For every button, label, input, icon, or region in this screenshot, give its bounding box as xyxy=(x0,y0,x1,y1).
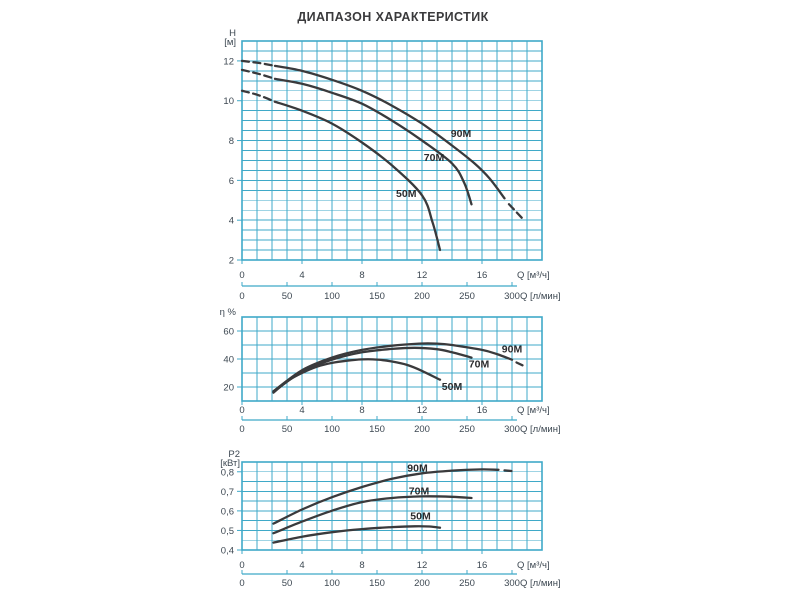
x-axis-unit-label: Q [м³/ч] xyxy=(517,270,550,281)
y-tick-label: 8 xyxy=(228,136,234,148)
y-axis-title: P2 xyxy=(228,449,240,460)
secondary-axis xyxy=(239,282,560,302)
grid xyxy=(242,317,542,401)
y-tick-label: 0,8 xyxy=(220,467,234,479)
curve-70M xyxy=(275,79,472,204)
secondary-axis xyxy=(239,416,560,435)
secondary-tick-label: 200 xyxy=(414,424,430,435)
y-tick-label: 0,7 xyxy=(220,486,234,498)
y-tick-label: 6 xyxy=(228,175,234,187)
curve-label-90M: 90M xyxy=(407,462,428,475)
secondary-tick-label: 300 xyxy=(504,291,520,302)
x-tick-label: 16 xyxy=(476,270,488,281)
curve-90M-dashed-end xyxy=(505,470,514,471)
curve-90M-dashed-start xyxy=(242,61,275,66)
curve-label-90M: 90M xyxy=(501,343,523,356)
curve-50M xyxy=(275,102,440,250)
y-tick-label: 0,4 xyxy=(220,545,234,557)
curve-label-70M: 70M xyxy=(468,358,490,371)
y-axis-title: η % xyxy=(219,307,236,318)
secondary-tick-label: 0 xyxy=(239,424,245,435)
x-tick-label: 12 xyxy=(416,405,428,416)
x-tick-label: 12 xyxy=(416,270,428,281)
grid xyxy=(242,41,542,260)
secondary-tick-label: 50 xyxy=(281,578,293,589)
curve-label-50M: 50M xyxy=(441,380,463,393)
x-tick-label: 8 xyxy=(359,405,365,416)
x-axis-unit-label: Q [м³/ч] xyxy=(517,405,550,416)
y-tick-label: 4 xyxy=(228,215,234,227)
y-axis-title: [м] xyxy=(224,37,236,48)
curve-label-70M: 70M xyxy=(423,151,445,164)
x-tick-label: 16 xyxy=(476,560,488,571)
secondary-tick-label: 250 xyxy=(459,291,475,302)
secondary-tick-label: 200 xyxy=(414,291,430,302)
secondary-axis xyxy=(239,570,560,589)
secondary-axis-unit-label: Q [л/мин] xyxy=(520,578,561,589)
curve-90M-dashed-end xyxy=(517,363,523,366)
x-tick-label: 0 xyxy=(239,405,245,416)
y-tick-label: 60 xyxy=(223,326,234,338)
y-tick-label: 0,5 xyxy=(220,525,234,537)
curve-label-70M: 70M xyxy=(408,485,430,498)
secondary-tick-label: 100 xyxy=(324,578,340,589)
y-tick-label: 40 xyxy=(223,354,234,366)
secondary-tick-label: 150 xyxy=(369,578,385,589)
curve-50M xyxy=(274,359,441,392)
x-tick-label: 0 xyxy=(239,270,245,281)
secondary-tick-label: 250 xyxy=(459,424,475,435)
grid xyxy=(242,462,542,550)
page-title: ДИАПАЗОН ХАРАКТЕРИСТИК xyxy=(297,10,489,24)
y-axis-title: [кВт] xyxy=(220,458,240,469)
secondary-tick-label: 50 xyxy=(281,291,293,302)
x-tick-label: 0 xyxy=(239,560,245,571)
head-chart xyxy=(223,28,560,302)
secondary-tick-label: 50 xyxy=(281,424,293,435)
x-tick-label: 4 xyxy=(299,405,305,416)
secondary-tick-label: 300 xyxy=(504,424,520,435)
secondary-tick-label: 100 xyxy=(324,291,340,302)
curve-label-50M: 50M xyxy=(410,510,431,523)
x-tick-label: 4 xyxy=(299,560,305,571)
y-tick-label: 10 xyxy=(223,96,234,108)
x-tick-label: 4 xyxy=(299,270,305,281)
x-tick-label: 16 xyxy=(476,405,488,416)
curve-label-90M: 90M xyxy=(450,128,472,141)
secondary-tick-label: 150 xyxy=(369,291,385,302)
secondary-tick-label: 250 xyxy=(459,578,475,589)
secondary-tick-label: 150 xyxy=(369,424,385,435)
x-tick-label: 12 xyxy=(416,560,428,571)
curve-90M-dashed-end xyxy=(509,204,524,220)
secondary-axis-unit-label: Q [л/мин] xyxy=(520,291,561,302)
secondary-tick-label: 300 xyxy=(504,578,520,589)
secondary-tick-label: 200 xyxy=(414,578,430,589)
curve-50M-dashed-start xyxy=(242,91,275,102)
y-tick-label: 2 xyxy=(228,255,234,267)
x-axis-unit-label: Q [м³/ч] xyxy=(517,560,550,571)
secondary-axis-unit-label: Q [л/мин] xyxy=(520,424,561,435)
power-chart xyxy=(220,449,560,589)
secondary-tick-label: 100 xyxy=(324,424,340,435)
y-tick-label: 20 xyxy=(223,382,234,394)
x-tick-label: 8 xyxy=(359,270,365,281)
y-axis-title: H xyxy=(229,28,236,39)
y-tick-label: 0,6 xyxy=(220,506,234,518)
series-50M xyxy=(274,510,441,542)
efficiency-chart xyxy=(220,307,561,435)
secondary-tick-label: 0 xyxy=(239,578,245,589)
y-tick-label: 12 xyxy=(223,56,234,68)
secondary-tick-label: 0 xyxy=(239,291,245,302)
curve-label-50M: 50M xyxy=(396,187,417,200)
x-tick-label: 8 xyxy=(359,560,365,571)
